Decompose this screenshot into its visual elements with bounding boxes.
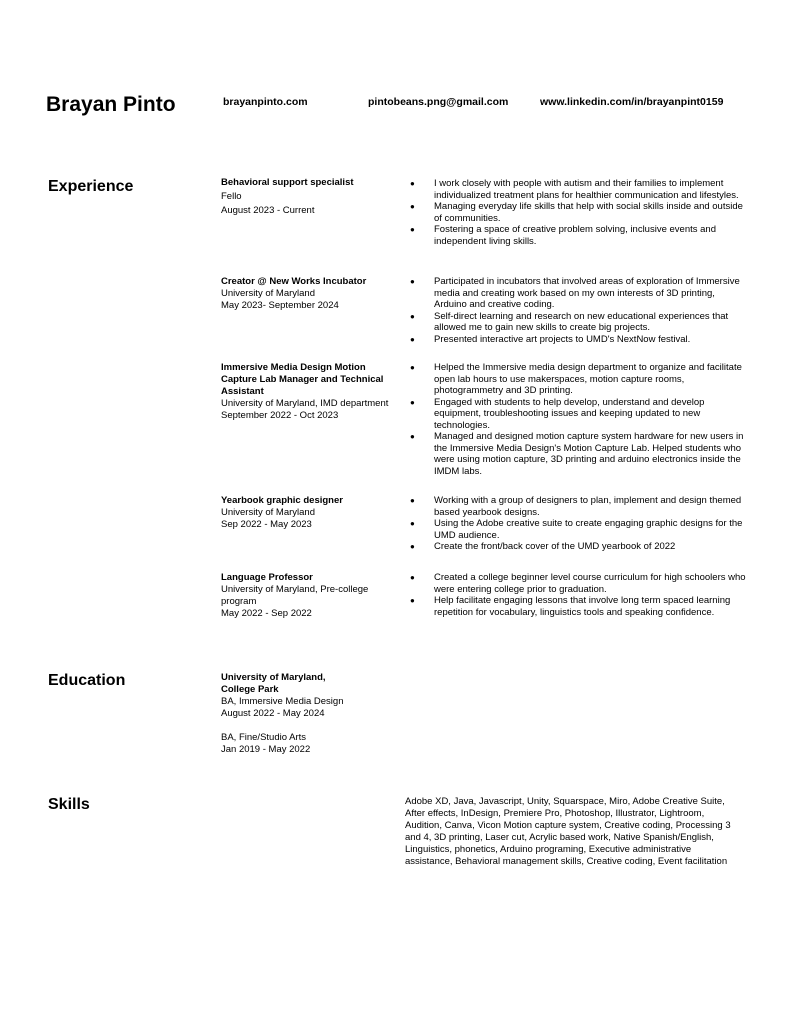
experience-heading: Experience — [48, 178, 134, 195]
job-entry — [221, 276, 393, 312]
job-org: University of Maryland — [221, 507, 315, 518]
skills-list: Adobe XD, Java, Javascript, Unity, Squarspace, Miro, Adobe Creative Suite, After effects, InDesign, Premiere Pro, Photoshop, Illustrator, Lightroom, Audition, Canva, Vicon Motion capture system, Creative coding, Processing 3 and 4, 3D printing, Laser cut, Acrylic based work, Native Spanish/English, Linguistics, phonetics, Arduino programing, Executive administrative assistance, Behavioral management skills, Creative coding, Event facilitation — [405, 796, 731, 867]
school-name-line2: College Park — [221, 684, 279, 695]
job-title: Yearbook graphic designer — [221, 495, 343, 506]
degree-2-dates: Jan 2019 - May 2022 — [221, 744, 311, 755]
website-link[interactable]: brayanpinto.com — [223, 96, 308, 108]
resume-name: Brayan Pinto — [46, 93, 176, 116]
degree-2: BA, Fine/Studio Arts — [221, 732, 307, 743]
job-dates: May 2023- September 2024 — [221, 300, 339, 311]
job-entry — [221, 572, 393, 620]
job-entry — [221, 495, 393, 531]
education-entry — [221, 672, 401, 756]
job-bullets — [408, 276, 748, 345]
job-org: University of Maryland, Pre-college program — [221, 584, 369, 607]
job-title: Immersive Media Design Motion Capture Lab Manager and Technical Assistant — [221, 362, 384, 397]
job-title: Language Professor — [221, 572, 313, 583]
bullet-item: ● Create the front/back cover of the UMD yearbook of 2022 — [408, 541, 748, 553]
bullet-item: ● Presented interactive art projects to UMD's NextNow festival. — [408, 334, 748, 346]
job-dates: August 2023 - Current — [221, 205, 315, 216]
bullet-item: ● Helped the Immersive media design department to organize and facilitate open lab hours to use makerspaces, motion capture rooms, photogrammetry and 3D printing. — [408, 362, 748, 397]
job-entry — [221, 362, 393, 422]
bullet-item: ● Using the Adobe creative suite to create engaging graphic designs for the UMD audience. — [408, 518, 748, 541]
bullet-item: ● Managing everyday life skills that help with social skills inside and outside of communities. — [408, 201, 748, 224]
job-org: University of Maryland, IMD department — [221, 398, 389, 409]
job-bullets — [408, 495, 748, 553]
job-title: Creator @ New Works Incubator — [221, 276, 367, 287]
job-dates: Sep 2022 - May 2023 — [221, 519, 312, 530]
degree-1-dates: August 2022 - May 2024 — [221, 708, 325, 719]
job-dates: May 2022 - Sep 2022 — [221, 608, 312, 619]
job-title: Behavioral support specialist — [221, 177, 354, 188]
bullet-item: ● Participated in incubators that involved areas of exploration of Immersive media and creating work based on my own interests of 3D printing, Arduino and creative coding. — [408, 276, 748, 311]
bullet-item: ● Fostering a space of creative problem solving, inclusive events and independent living skills. — [408, 224, 748, 247]
email-link[interactable]: pintobeans.png@gmail.com — [368, 96, 509, 108]
job-org: University of Maryland — [221, 288, 315, 299]
education-heading: Education — [48, 672, 126, 689]
bullet-item: ● Created a college beginner level course curriculum for high schoolers who were entering college prior to graduation. — [408, 572, 748, 595]
job-org: Fello — [221, 191, 242, 202]
job-bullets — [408, 178, 748, 247]
job-bullets — [408, 572, 748, 618]
bullet-item: ● Managed and designed motion capture system hardware for new users in the Immersive Media Design's Motion Capture Lab. Helped students who were using motion capture, 3D printing and arduino electronics inside the IMDM labs. — [408, 431, 748, 477]
bullet-item: ● I work closely with people with autism and their families to implement individualized treatment plans for healthier communication and lifestyles. — [408, 178, 748, 201]
job-entry — [221, 177, 393, 217]
bullet-item: ● Engaged with students to help develop, understand and develop equipment, troubleshooting issues and keeping updated to new technologies. — [408, 397, 748, 432]
job-bullets — [408, 362, 748, 477]
degree-1: BA, Immersive Media Design — [221, 696, 344, 707]
skills-heading: Skills — [48, 796, 90, 813]
school-name-line1: University of Maryland, — [221, 672, 326, 683]
bullet-item: ● Help facilitate engaging lessons that involve long term spaced learning repetition for vocabulary, linguistics tools and speaking confidence. — [408, 595, 748, 618]
bullet-item: ● Self-direct learning and research on new educational experiences that allowed me to gain new skills to create big projects. — [408, 311, 748, 334]
job-dates: September 2022 - Oct 2023 — [221, 410, 339, 421]
bullet-item: ● Working with a group of designers to plan, implement and design themed based yearbook designs. — [408, 495, 748, 518]
linkedin-link[interactable]: www.linkedin.com/in/brayanpint0159 — [540, 96, 724, 108]
